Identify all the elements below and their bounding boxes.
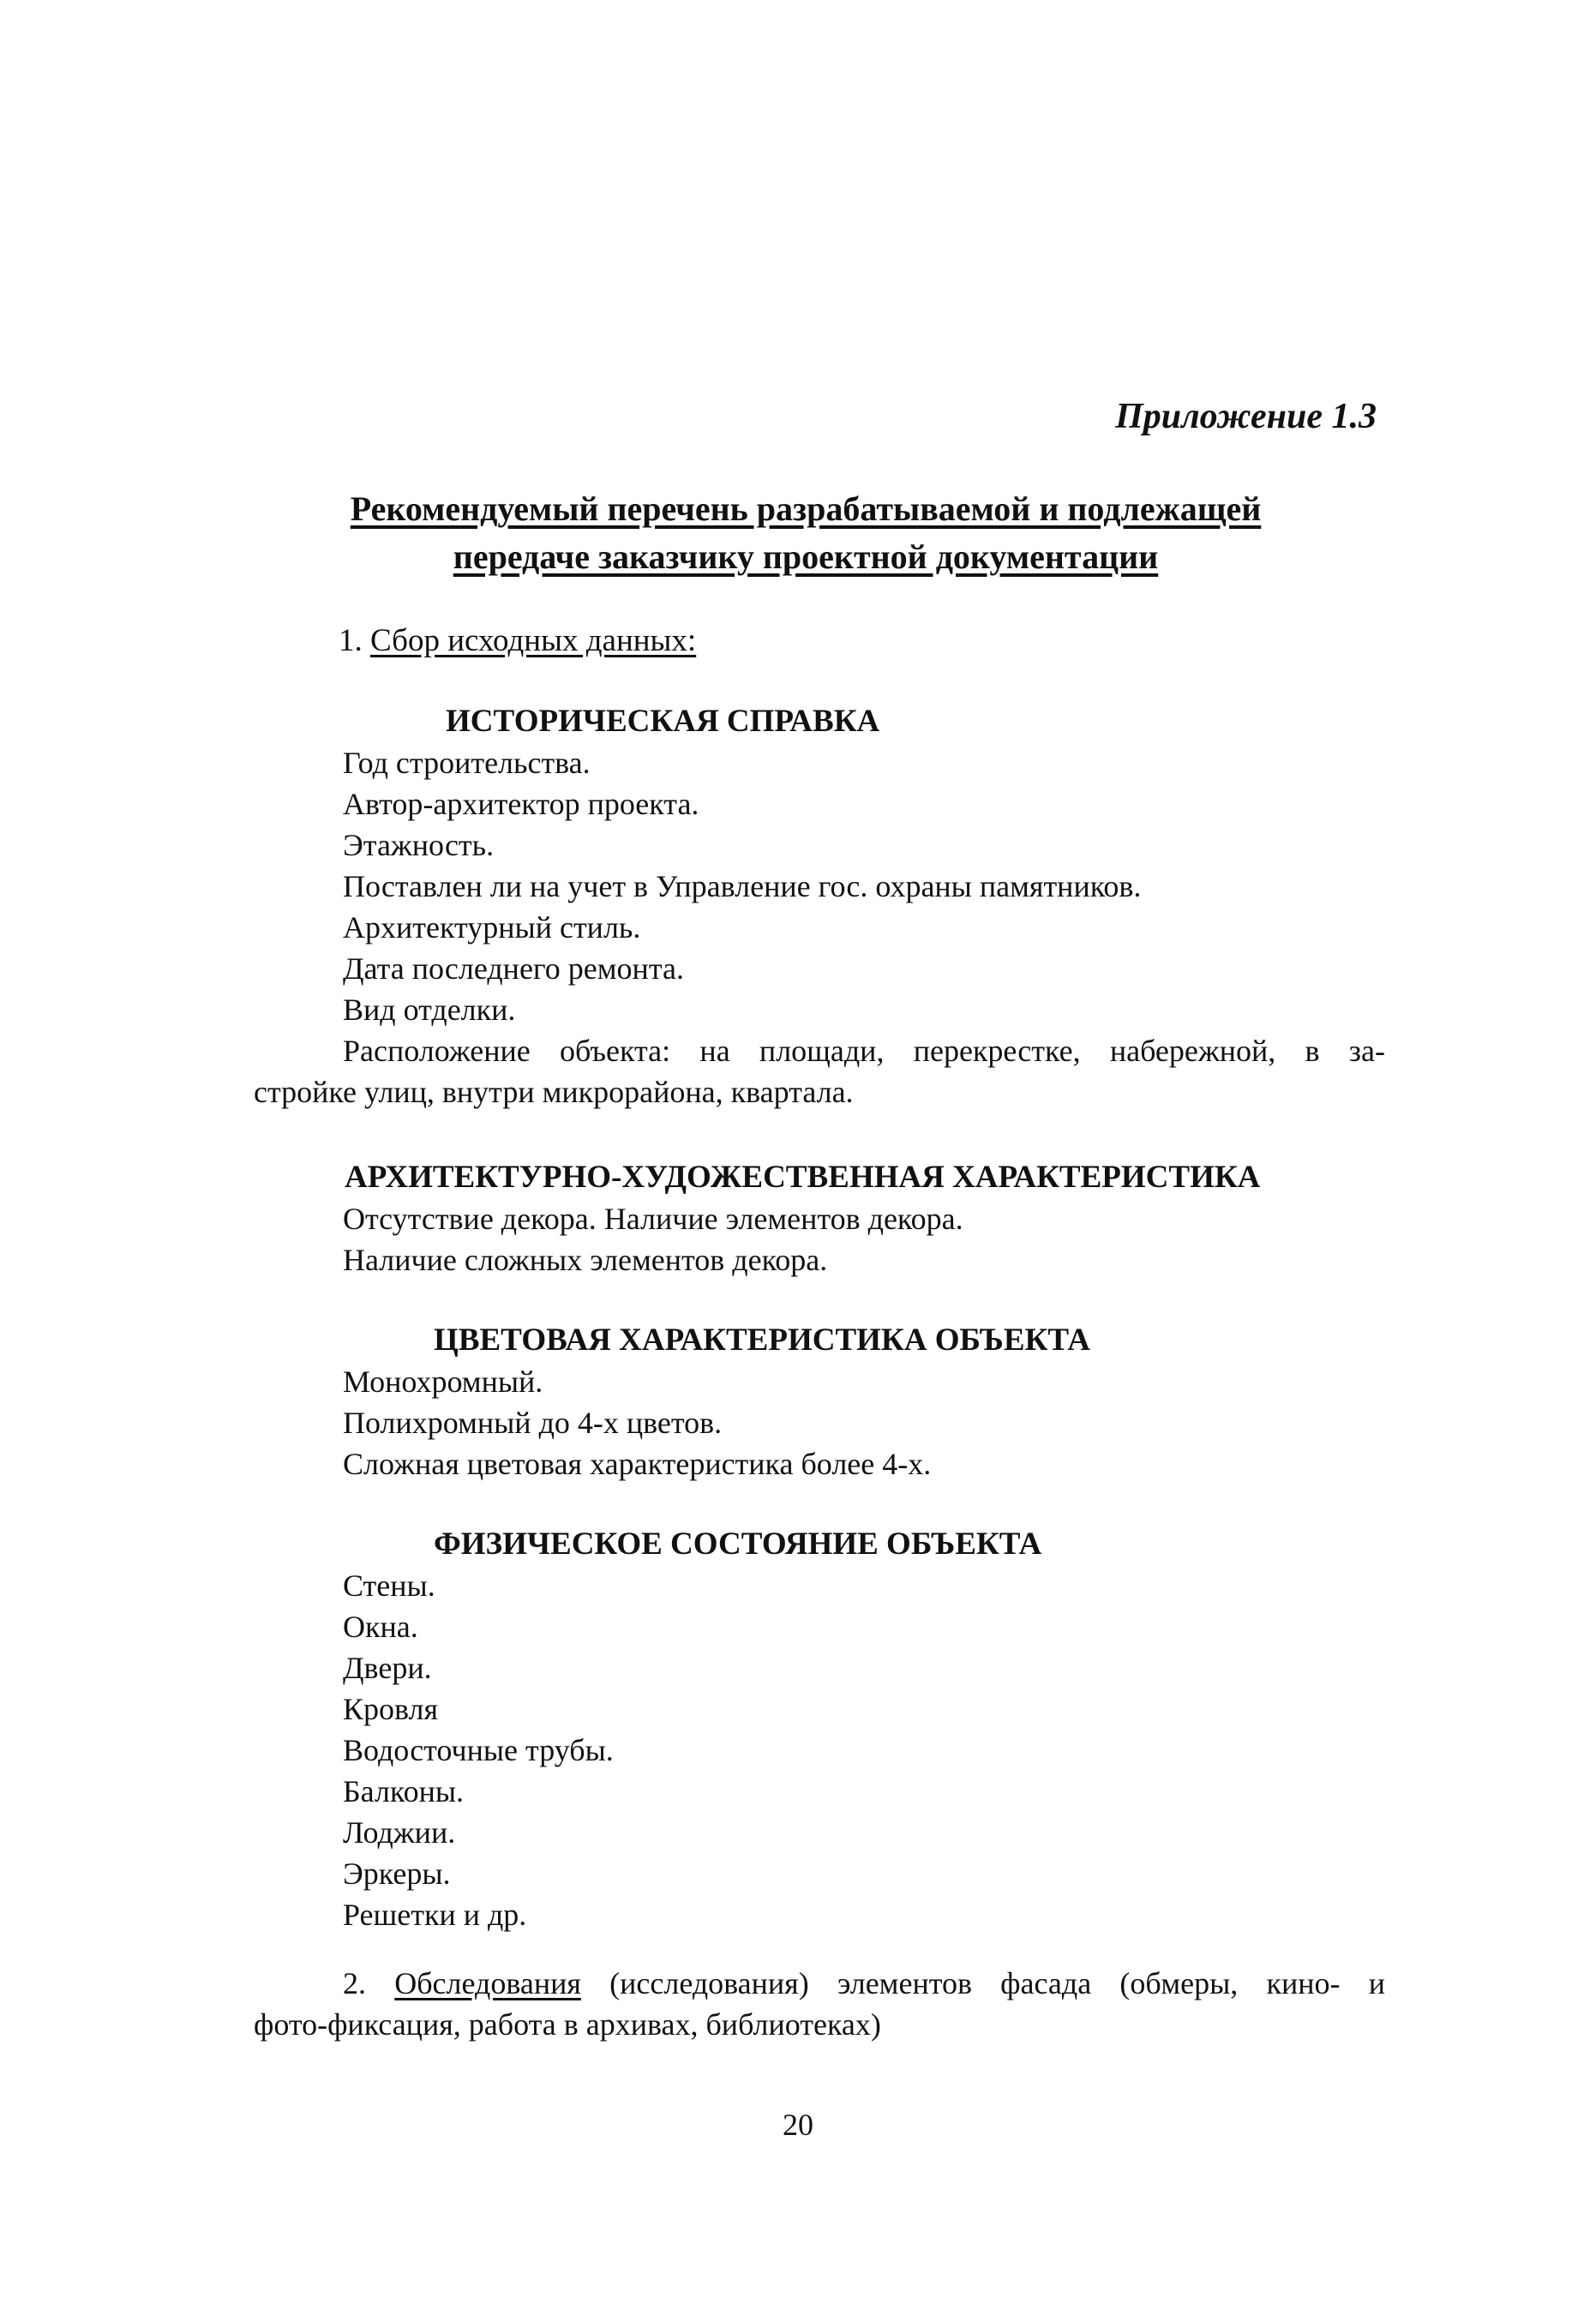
list-item: Лоджии. — [343, 1815, 456, 1850]
section-2-paragraph — [254, 1963, 1385, 2045]
list-item: Кровля — [343, 1692, 439, 1726]
list-item: Отсутствие декора. Наличие элементов декора. — [343, 1202, 963, 1236]
architectural-list — [343, 1198, 963, 1280]
location-line-1: Расположение объекта: на площади, перекрестке, набережной, в за- — [343, 1034, 1385, 1068]
list-item: Сложная цветовая характеристика более 4-х. — [343, 1447, 932, 1481]
page-number: 20 — [783, 2108, 813, 2142]
color-list — [343, 1361, 931, 1484]
location-line-2: стройке улиц, внутри микрорайона, квартала. — [254, 1075, 854, 1109]
list-item: Полихромный до 4-х цветов. — [343, 1406, 723, 1440]
list-item: Дата последнего ремонта. — [343, 951, 684, 986]
list-item: Монохромный. — [343, 1364, 543, 1399]
section-2-text-1: (исследования) элементов фасада (обмеры, кино- и — [609, 1966, 1386, 2000]
document-title-line-1: Рекомендуемый перечень разрабатываемой и подлежащей — [350, 489, 1262, 528]
list-item: Водосточные трубы. — [343, 1733, 614, 1767]
list-item: Окна. — [343, 1610, 418, 1644]
list-item: Год строительства. — [343, 746, 591, 780]
list-item: Поставлен ли на учет в Управление гос. охраны памятников. — [343, 869, 1142, 903]
historical-heading: ИСТОРИЧЕСКАЯ СПРАВКА — [446, 704, 880, 739]
section-2-number: 2. — [343, 1966, 366, 2000]
list-item: Вид отделки. — [343, 993, 516, 1027]
section-1-number: 1. — [339, 623, 363, 658]
appendix-label: Приложение 1.3 — [1115, 397, 1377, 436]
section-2-line-2: фото-фиксация, работа в архивах, библиотеках) — [254, 2007, 881, 2042]
list-item: Двери. — [343, 1651, 432, 1685]
list-item: Решетки и др. — [343, 1898, 527, 1932]
list-item: Балконы. — [343, 1774, 465, 1808]
list-item: Наличие сложных элементов декора. — [343, 1243, 828, 1277]
list-item: Стены. — [343, 1568, 435, 1603]
architectural-heading: АРХИТЕКТУРНО-ХУДОЖЕСТВЕННАЯ ХАРАКТЕРИСТИКА — [345, 1160, 1261, 1195]
color-heading: ЦВЕТОВАЯ ХАРАКТЕРИСТИКА ОБЪЕКТА — [434, 1322, 1090, 1358]
list-item: Этажность. — [343, 828, 495, 862]
section-2-line-1 — [254, 1963, 1385, 2004]
document-title — [249, 485, 1363, 581]
location-paragraph — [254, 1030, 1385, 1113]
section-1-label: Сбор исходных данных: — [370, 623, 697, 658]
physical-heading: ФИЗИЧЕСКОЕ СОСТОЯНИЕ ОБЪЕКТА — [434, 1526, 1042, 1562]
section-1-heading — [339, 622, 696, 659]
list-item: Архитектурный стиль. — [343, 910, 641, 945]
list-item: Эркеры. — [343, 1856, 451, 1891]
document-title-line-2: передаче заказчику проектной документации — [453, 537, 1159, 576]
physical-list — [343, 1565, 614, 1935]
section-2-label: Обследования — [394, 1966, 581, 2000]
list-item: Автор-архитектор проекта. — [343, 787, 699, 821]
historical-list — [343, 742, 1141, 1030]
